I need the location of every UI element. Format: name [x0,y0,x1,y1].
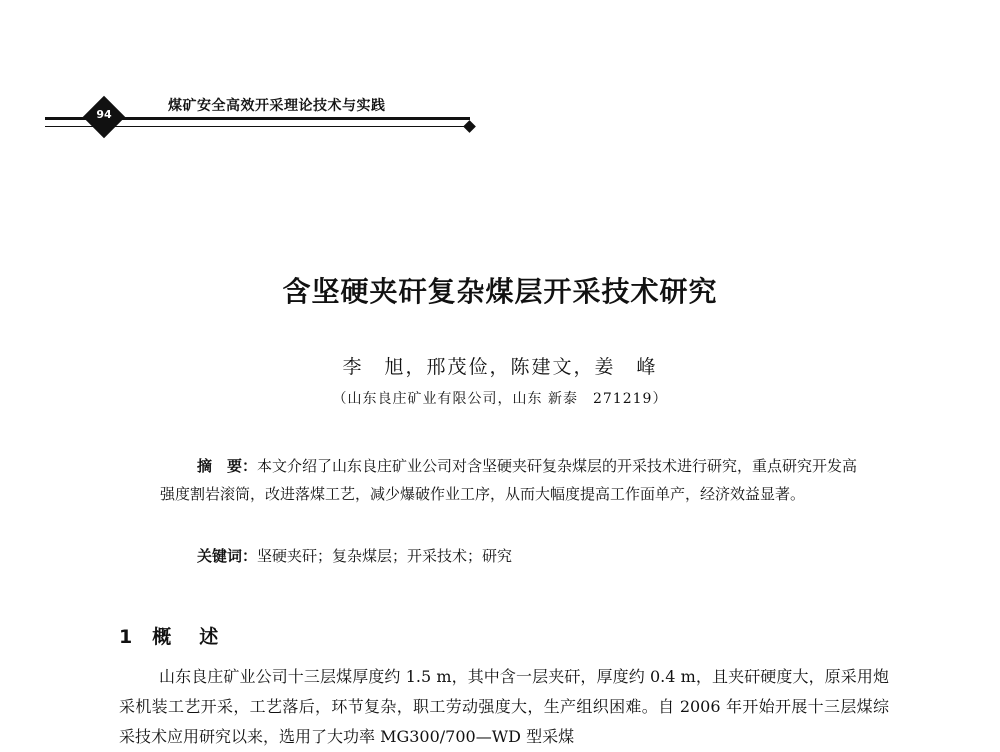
article-title: 含坚硬夹矸复杂煤层开采技术研究 [282,275,718,308]
section-number: 1 [119,626,133,648]
abstract-label: 摘 要： [197,457,258,475]
keywords-label: 关键词： [197,547,258,565]
body-paragraph: 山东良庄矿业公司十三层煤厚度约 1.5 m，其中含一层夹矸，厚度约 0.4 m，且夹矸硬度大，原采用炮采机装工艺开采，工艺落后，环节复杂，职工劳动强度大，生产组织困难。自 2006 年开始开展十三层煤综采技术应用研究以来，选用了大功率 MG300/700—WD 型采煤 [119,667,889,746]
article-affiliation: （山东良庄矿业有限公司，山东 新泰 271219） [332,391,668,407]
running-header [45,92,485,136]
header-diamond-ornament [463,120,476,133]
abstract-text: 本文介绍了山东良庄矿业公司对含坚硬夹矸复杂煤层的开采技术进行研究，重点研究开发高强度割岩滚筒，改进落煤工艺，减少爆破作业工序，从而大幅度提高工作面单产，经济效益显著。 [160,457,858,503]
section-body [119,662,889,752]
section-title: 概述 [152,626,247,648]
running-title: 煤矿安全高效开采理论技术与实践 [168,98,386,114]
keywords [197,545,877,566]
abstract-paragraph [160,452,870,508]
page-number: 94 [96,108,112,121]
section-heading [119,622,246,649]
abstract [160,452,870,508]
article-authors: 李 旭，邢茂俭，陈建文，姜 峰 [342,356,658,378]
keywords-text: 坚硬夹矸；复杂煤层；开采技术；研究 [257,547,513,565]
